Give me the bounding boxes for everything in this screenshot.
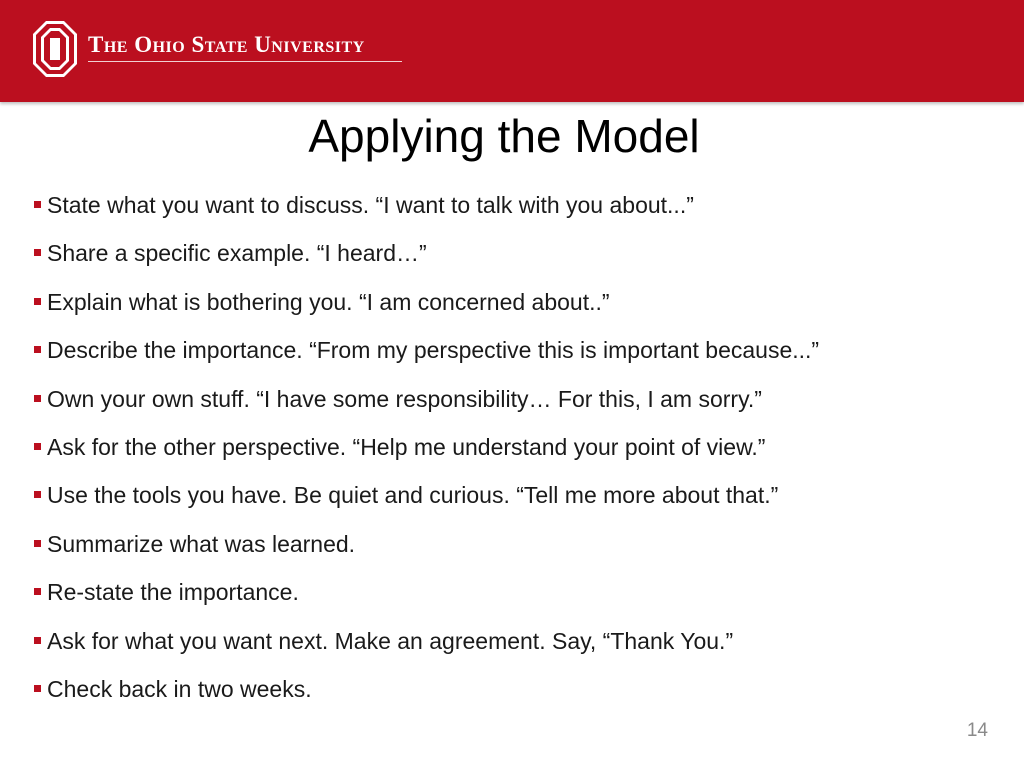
list-item-text: Describe the importance. “From my perspective this is important because...” — [47, 337, 820, 364]
page-number: 14 — [966, 720, 988, 741]
square-bullet-icon — [34, 443, 41, 450]
list-item — [34, 670, 819, 718]
bullet-list — [34, 186, 819, 718]
list-item — [34, 283, 819, 331]
list-item-text: Share a specific example. “I heard…” — [47, 240, 427, 267]
header-bar — [0, 0, 1024, 102]
list-item-text: Explain what is bothering you. “I am concerned about..” — [47, 288, 610, 315]
square-bullet-icon — [34, 346, 41, 353]
list-item — [34, 380, 819, 428]
list-item — [34, 234, 819, 282]
list-item-text: Check back in two weeks. — [47, 675, 312, 702]
square-bullet-icon — [34, 201, 41, 208]
square-bullet-icon — [34, 298, 41, 305]
list-item-text: State what you want to discuss. “I want to talk with you about...” — [47, 192, 694, 218]
list-item-text: Own your own stuff. “I have some responsibility… For this, I am sorry.” — [47, 385, 762, 412]
list-item — [34, 525, 819, 573]
square-bullet-icon — [34, 685, 41, 692]
list-item — [34, 622, 819, 670]
list-item — [34, 428, 819, 476]
list-item — [34, 476, 819, 524]
square-bullet-icon — [34, 637, 41, 644]
list-item-text: Ask for what you want next. Make an agreement. Say, “Thank You.” — [47, 627, 734, 654]
block-o-logo-icon — [33, 21, 77, 77]
square-bullet-icon — [34, 395, 41, 402]
list-item-text: Use the tools you have. Be quiet and curious. “Tell me more about that.” — [47, 482, 779, 509]
square-bullet-icon — [34, 491, 41, 498]
square-bullet-icon — [34, 249, 41, 256]
square-bullet-icon — [34, 588, 41, 595]
list-item — [34, 186, 819, 234]
list-item — [34, 331, 819, 379]
list-item-text: Summarize what was learned. — [47, 530, 356, 557]
list-item — [34, 573, 819, 621]
university-name: The Ohio State University — [88, 32, 365, 57]
slide-title: Applying the Model — [308, 110, 700, 162]
square-bullet-icon — [34, 540, 41, 547]
list-item-text: Ask for the other perspective. “Help me understand your point of view.” — [47, 433, 766, 460]
list-item-text: Re-state the importance. — [47, 579, 299, 606]
university-name-underline — [88, 61, 402, 62]
